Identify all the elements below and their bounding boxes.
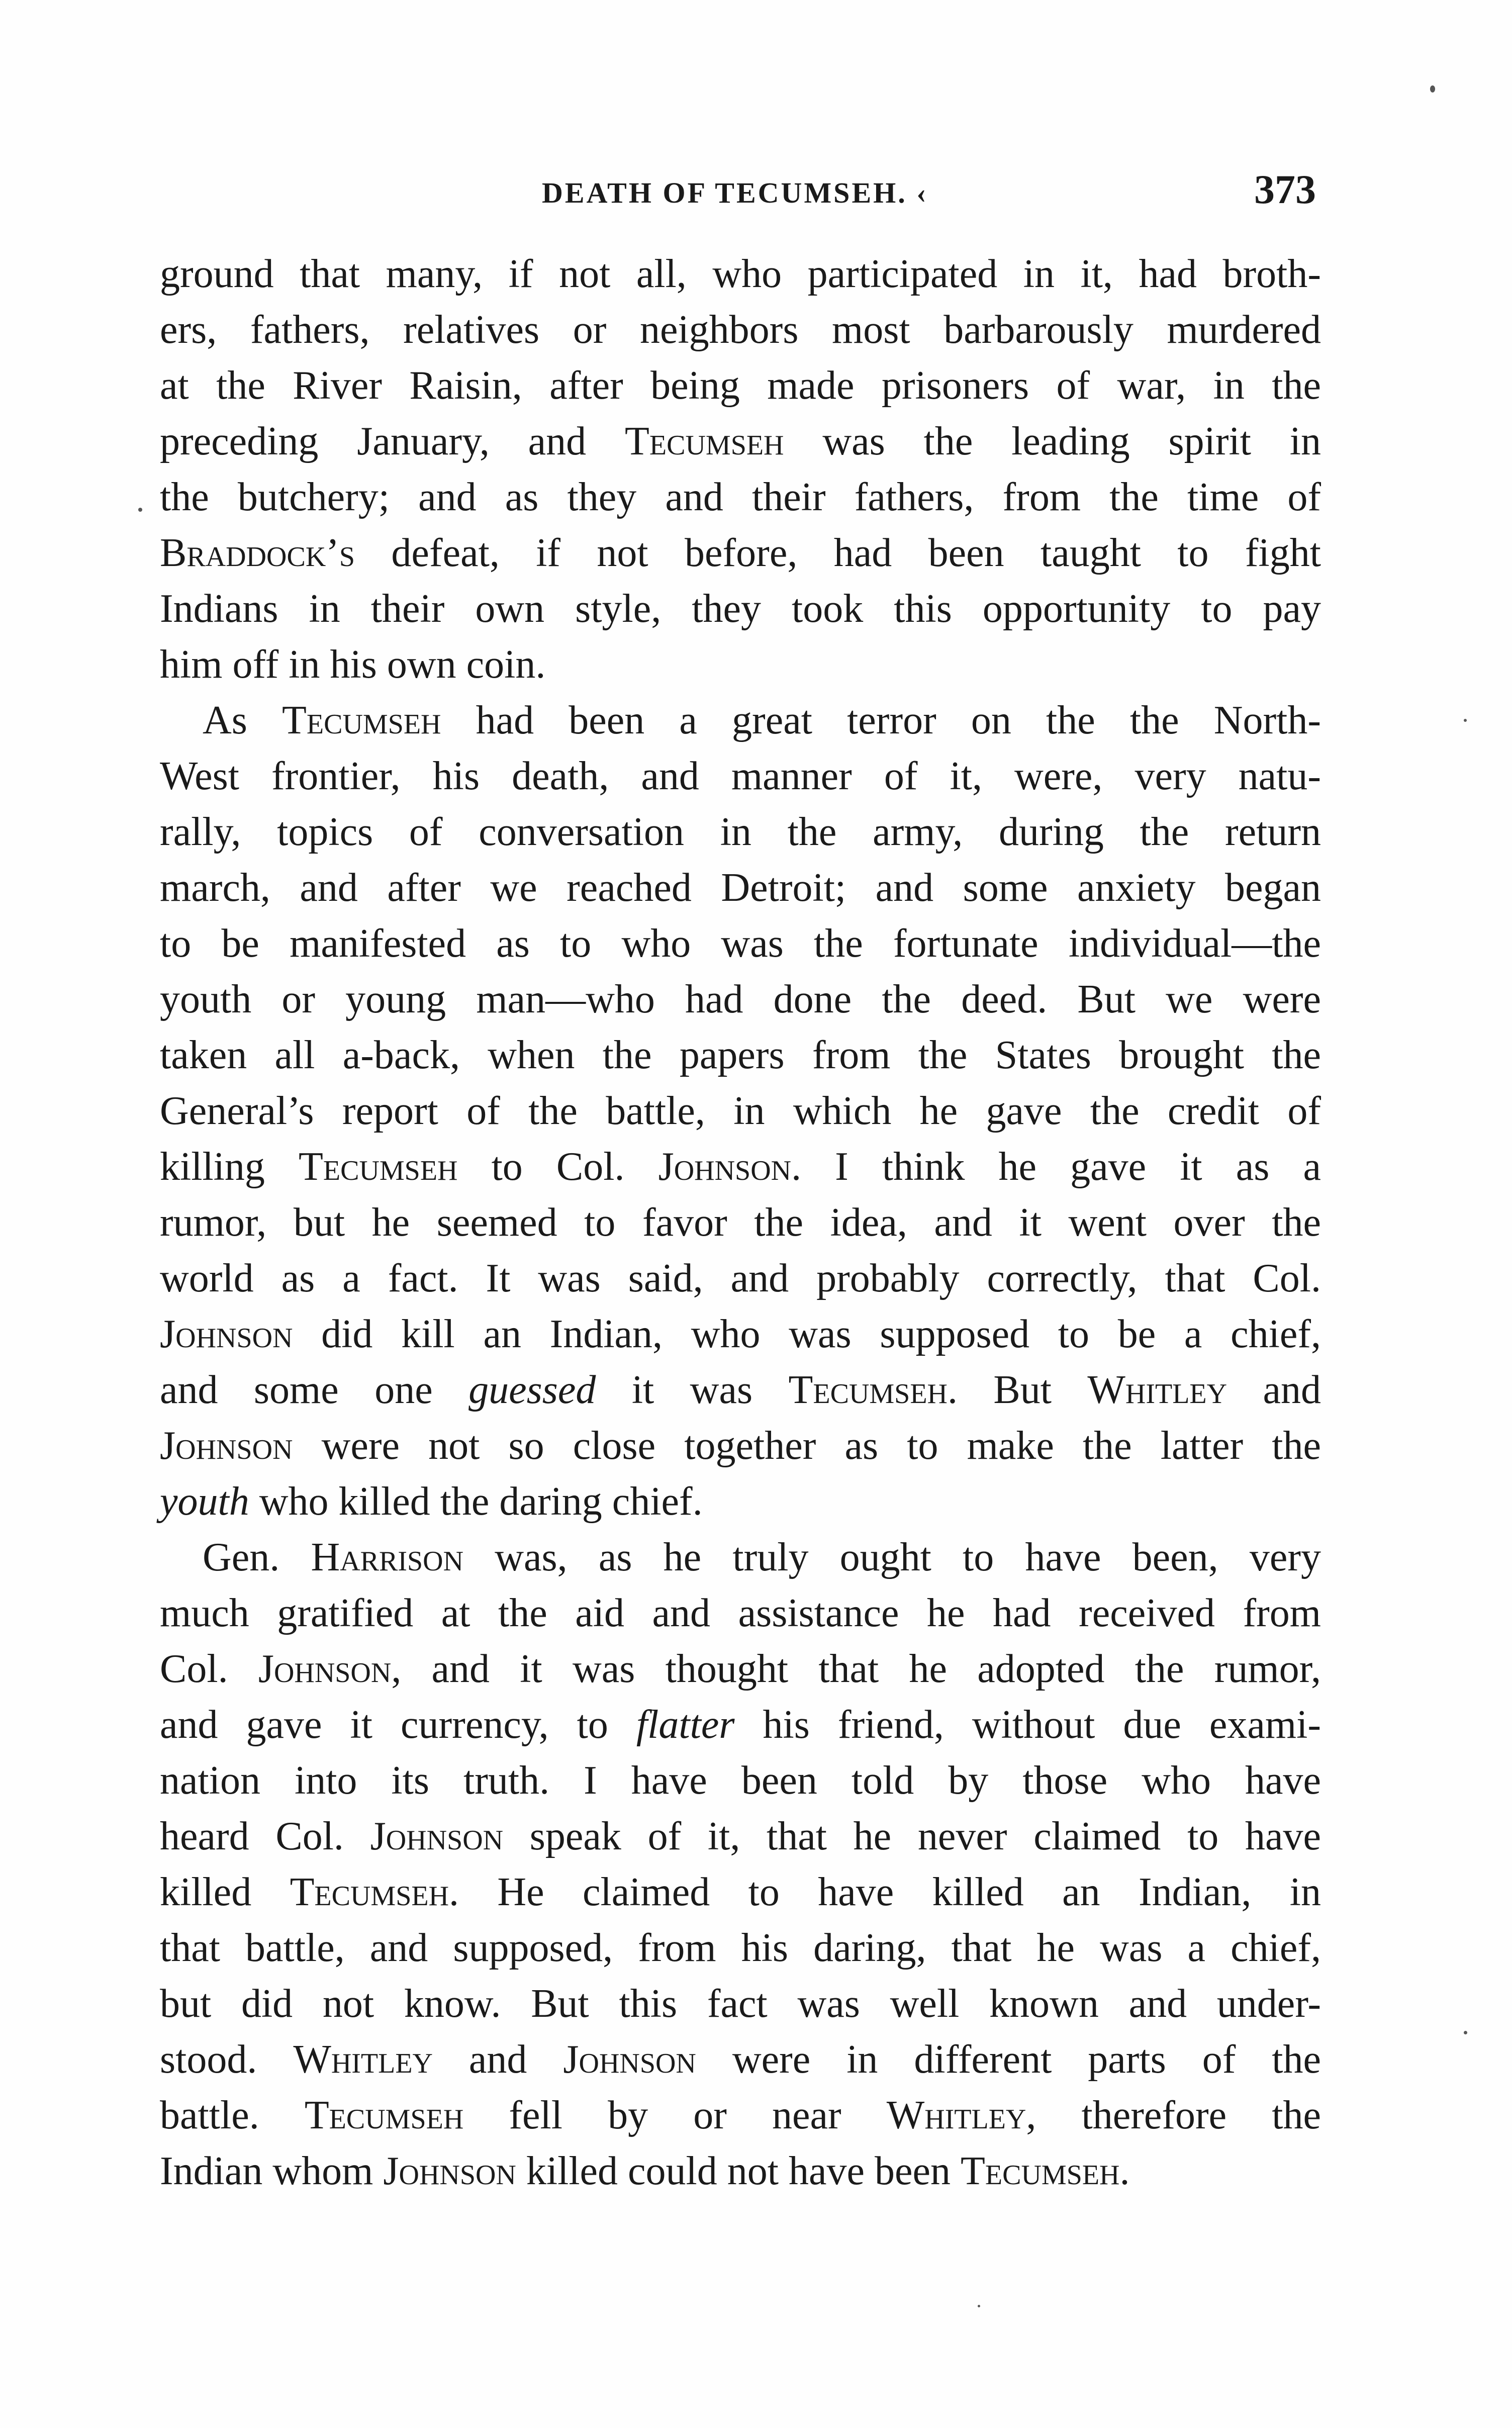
text-line: at the River Raisin, after being made prisoners of war, in the <box>160 363 1321 408</box>
text-line: heard Col. Johnson speak of it, that he never claimed to have <box>160 1814 1321 1858</box>
text-line: world as a fact. It was said, and probably correctly, that Col. <box>160 1256 1321 1300</box>
name-whitley: Whitley <box>1087 1368 1227 1412</box>
name-tecumseh: Tecumseh <box>961 2149 1120 2193</box>
name-harrison: Harrison <box>311 1535 464 1579</box>
text-line: killed Tecumseh. He claimed to have killed an Indian, in <box>160 1870 1321 1914</box>
text-line: killing Tecumseh to Col. Johnson. I think he gave it as a <box>160 1145 1321 1189</box>
italic-word: flatter <box>636 1703 735 1747</box>
text-line: but did not know. But this fact was well known and under- <box>160 1982 1321 2026</box>
text-line: much gratified at the aid and assistance he had received from <box>160 1591 1321 1635</box>
italic-word: youth <box>160 1479 249 1524</box>
text-line: Indians in their own style, they took this opportunity to pay <box>160 587 1321 631</box>
name-braddock: Braddock’s <box>160 531 355 575</box>
text-line: and some one guessed it was Tecumseh. But Whitley and <box>160 1368 1321 1412</box>
text-line: Col. Johnson, and it was thought that he adopted the rumor, <box>160 1647 1321 1691</box>
name-whitley: Whitley <box>886 2093 1026 2137</box>
text-line: stood. Whitley and Johnson were in different parts of the <box>160 2037 1321 2082</box>
text-line: battle. Tecumseh fell by or near Whitley, therefore the <box>160 2093 1321 2137</box>
name-johnson: Johnson <box>160 1312 293 1356</box>
text-line: General’s report of the battle, in which he gave the credit of <box>160 1089 1321 1133</box>
italic-word: guessed <box>468 1368 596 1412</box>
name-johnson: Johnson <box>258 1647 392 1691</box>
text-line: youth or young man—who had done the deed. But we were <box>160 977 1321 1021</box>
text-line: Indian whom Johnson killed could not have been Tecumseh. <box>160 2149 1130 2193</box>
text-line: Gen. Harrison was, as he truly ought to have been, very <box>203 1535 1321 1579</box>
text-line: ers, fathers, relatives or neighbors most barbarously murdered <box>160 308 1321 352</box>
name-tecumseh: Tecumseh <box>282 698 441 742</box>
name-tecumseh: Tecumseh <box>304 2093 464 2137</box>
print-speck <box>138 508 142 512</box>
text-line: youth who killed the daring chief. <box>160 1479 703 1524</box>
name-johnson: Johnson <box>160 1424 293 1468</box>
text-line: rumor, but he seemed to favor the idea, and it went over the <box>160 1200 1321 1245</box>
print-speck <box>1464 719 1467 722</box>
text-line: the butchery; and as they and their fathers, from the time of <box>160 475 1321 519</box>
text-line: that battle, and supposed, from his daring, that he was a chief, <box>160 1926 1321 1970</box>
running-title: DEATH OF TECUMSEH. ‹ <box>542 176 928 209</box>
name-tecumseh: Tecumseh <box>625 419 784 463</box>
text-line: preceding January, and Tecumseh was the leading spirit in <box>160 419 1321 463</box>
text-line: ground that many, if not all, who participated in it, had broth- <box>160 252 1321 296</box>
print-speck <box>1430 85 1435 92</box>
text-line: Johnson were not so close together as to make the latter the <box>160 1424 1321 1468</box>
name-whitley: Whitley <box>293 2037 433 2082</box>
name-tecumseh: Tecumseh <box>290 1870 449 1914</box>
text-line: rally, topics of conversation in the army, during the return <box>160 810 1321 854</box>
name-johnson: Johnson <box>383 2149 516 2193</box>
print-speck <box>1464 2031 1467 2034</box>
name-tecumseh: Tecumseh <box>788 1368 948 1412</box>
text-line: taken all a-back, when the papers from the States brought the <box>160 1033 1321 1077</box>
text-line: to be manifested as to who was the fortunate individual—the <box>160 921 1321 966</box>
text-line: him off in his own coin. <box>160 642 546 687</box>
page-number: 373 <box>1254 166 1316 212</box>
name-johnson: Johnson <box>563 2037 696 2082</box>
name-johnson: Johnson <box>370 1814 504 1858</box>
name-tecumseh: Tecumseh <box>299 1145 458 1189</box>
text-line: and gave it currency, to flatter his friend, without due exami- <box>160 1703 1321 1747</box>
text-line: As Tecumseh had been a great terror on the the North- <box>203 698 1321 742</box>
text-line: Braddock’s defeat, if not before, had been taught to fight <box>160 531 1321 575</box>
text-line: march, and after we reached Detroit; and some anxiety began <box>160 866 1321 910</box>
text-line: West frontier, his death, and manner of it, were, very natu- <box>160 754 1321 798</box>
text-line: Johnson did kill an Indian, who was supposed to be a chief, <box>160 1312 1321 1356</box>
body-text <box>160 246 1321 2199</box>
text-line: nation into its truth. I have been told by those who have <box>160 1758 1321 1803</box>
print-speck <box>978 2305 980 2307</box>
name-johnson: Johnson <box>658 1145 792 1189</box>
running-head <box>160 166 1316 221</box>
